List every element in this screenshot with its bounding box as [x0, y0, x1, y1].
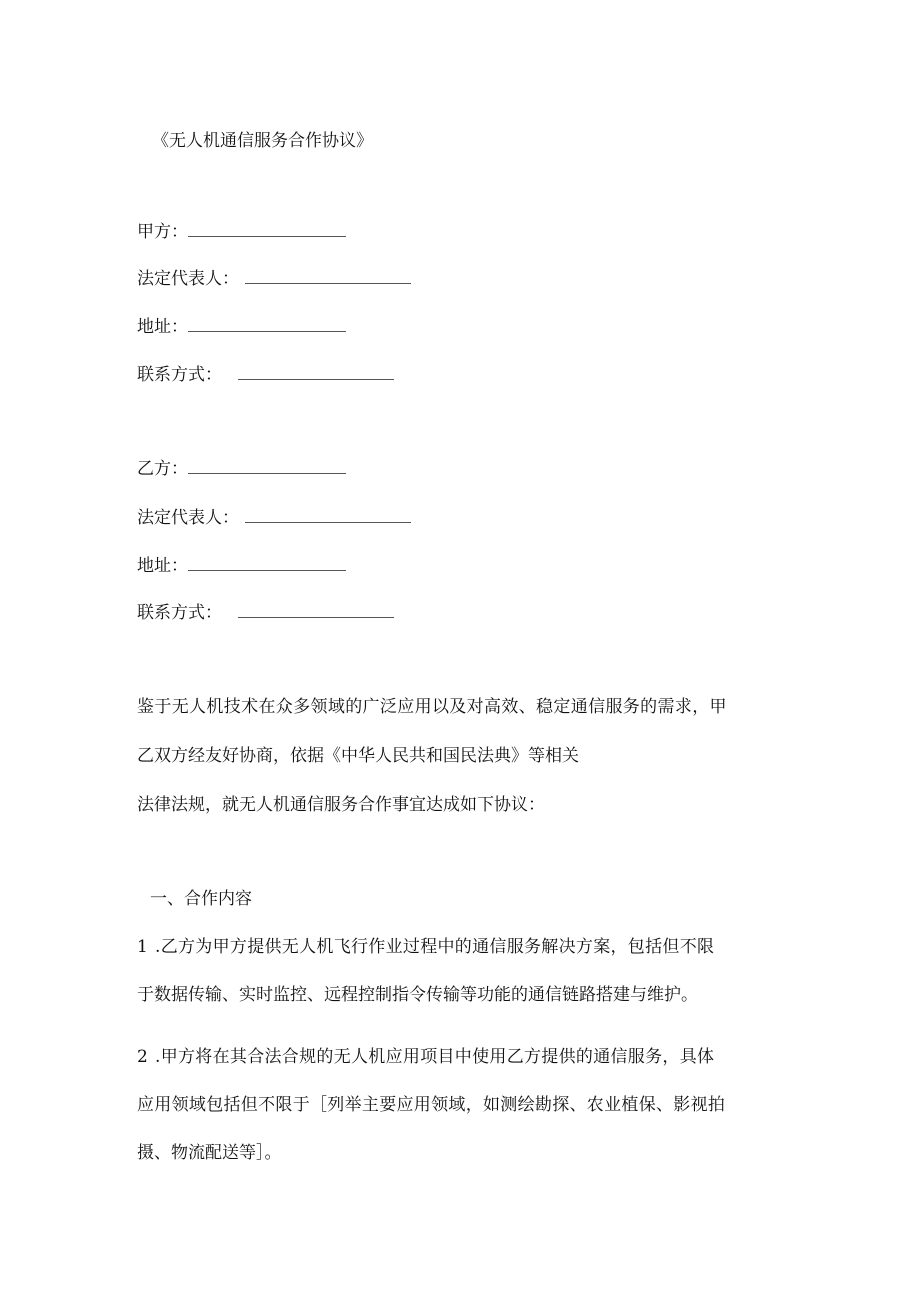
document-title: 《无人机通信服务合作协议》 — [152, 131, 373, 151]
party-b-name-row — [137, 458, 346, 480]
item-1-text: .乙方为甲方提供无人机飞行作业过程中的通信服务解决方案，包括但不限 — [155, 937, 715, 957]
section-1-heading: 一、合作内容 — [150, 889, 252, 909]
preamble-line-3: 法律法规，就无人机通信服务合作事宜达成如下协议： — [137, 795, 545, 815]
party-a-address-label: 地址： — [137, 317, 188, 337]
party-a-name-blank — [188, 222, 346, 237]
party-b-rep-label: 法定代表人： — [137, 508, 239, 528]
section-1-item-1-line-1 — [137, 936, 714, 958]
party-b-address-label: 地址： — [137, 556, 188, 576]
party-a-name-row — [137, 221, 346, 243]
party-a-rep-blank — [245, 269, 411, 284]
party-b-rep-blank — [245, 508, 411, 523]
party-a-rep-row — [137, 268, 411, 290]
party-b-address-row — [137, 555, 346, 577]
item-2-number: 2 — [137, 1047, 149, 1067]
party-b-address-blank — [188, 556, 346, 571]
item-2-text: .甲方将在其合法合规的无人机应用项目中使用乙方提供的通信服务，具体 — [155, 1047, 715, 1067]
section-1-item-2-line-2: 应用领域包括但不限于［列举主要应用领域，如测绘勘探、农业植保、影视拍 — [137, 1095, 726, 1115]
party-b-name-blank — [188, 459, 346, 474]
party-b-contact-blank — [238, 603, 394, 618]
party-a-contact-label: 联系方式： — [137, 365, 222, 385]
section-1-item-1-line-2: 于数据传输、实时监控、远程控制指令传输等功能的通信链路搭建与维护。 — [137, 985, 698, 1005]
party-b-rep-row — [137, 507, 411, 529]
party-a-address-blank — [188, 317, 346, 332]
party-b-contact-label: 联系方式： — [137, 603, 222, 623]
party-a-name-label: 甲方： — [137, 222, 188, 242]
section-1-item-2-line-1 — [137, 1046, 714, 1068]
preamble-line-2: 乙双方经友好协商，依据《中华人民共和国民法典》等相关 — [137, 746, 579, 766]
preamble-line-1: 鉴于无人机技术在众多领域的广泛应用以及对高效、稳定通信服务的需求，甲 — [137, 697, 727, 717]
party-a-contact-row — [137, 364, 394, 386]
party-a-contact-blank — [238, 365, 394, 380]
party-b-name-label: 乙方： — [137, 459, 188, 479]
party-a-rep-label: 法定代表人： — [137, 269, 239, 289]
section-1-item-2-line-3: 摄、物流配送等］。 — [137, 1143, 282, 1163]
party-a-address-row — [137, 316, 346, 338]
item-1-number: 1 — [137, 937, 149, 957]
party-b-contact-row — [137, 602, 394, 624]
